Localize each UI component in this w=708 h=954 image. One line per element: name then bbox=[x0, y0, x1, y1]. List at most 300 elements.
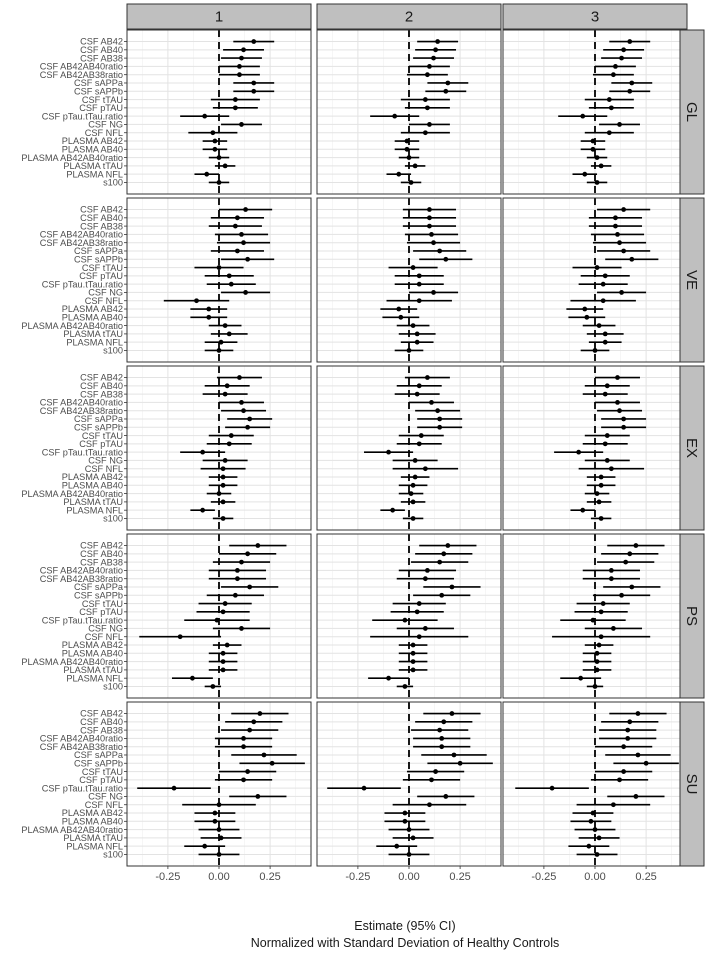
category-label: PLASMA AB42 bbox=[61, 304, 123, 315]
estimate-point bbox=[235, 576, 240, 581]
estimate-point bbox=[603, 331, 608, 336]
estimate-point bbox=[621, 249, 626, 254]
panel-PS-3 bbox=[503, 534, 687, 698]
category-label: PLASMA AB42AB40ratio bbox=[21, 320, 123, 331]
estimate-point bbox=[241, 777, 246, 782]
estimate-point bbox=[239, 122, 244, 127]
category-label: CSF pTAU bbox=[79, 775, 123, 786]
estimate-point bbox=[178, 634, 183, 639]
estimate-point bbox=[423, 576, 428, 581]
estimate-point bbox=[362, 786, 367, 791]
estimate-point bbox=[255, 543, 260, 548]
estimate-point bbox=[411, 483, 416, 488]
estimate-point bbox=[437, 425, 442, 430]
estimate-point bbox=[237, 375, 242, 380]
category-label: PLASMA NFL bbox=[66, 841, 123, 852]
category-label: CSF AB42 bbox=[80, 36, 123, 47]
estimate-point bbox=[625, 736, 630, 741]
estimate-point bbox=[578, 676, 583, 681]
estimate-point bbox=[629, 585, 634, 590]
category-label: CSF AB40 bbox=[80, 213, 123, 224]
estimate-point bbox=[621, 425, 626, 430]
x-tick-label: 0.00 bbox=[208, 871, 230, 883]
estimate-point bbox=[417, 441, 422, 446]
estimate-point bbox=[625, 728, 630, 733]
estimate-point bbox=[591, 811, 596, 816]
estimate-point bbox=[437, 249, 442, 254]
category-label: CSF AB42AB40ratio bbox=[39, 565, 123, 576]
estimate-point bbox=[221, 466, 226, 471]
category-label: s100 bbox=[103, 177, 123, 188]
estimate-point bbox=[611, 626, 616, 631]
panel-EX-3 bbox=[503, 366, 687, 530]
category-label: CSF AB42AB38ratio bbox=[39, 405, 123, 416]
estimate-point bbox=[425, 72, 430, 77]
estimate-point bbox=[255, 794, 260, 799]
estimate-point bbox=[235, 568, 240, 573]
estimate-point bbox=[247, 728, 252, 733]
category-label: PLASMA AB42AB40ratio bbox=[21, 152, 123, 163]
estimate-point bbox=[607, 97, 612, 102]
estimate-point bbox=[202, 114, 207, 119]
estimate-point bbox=[613, 224, 618, 229]
x-tick-label: 0.00 bbox=[584, 871, 606, 883]
estimate-point bbox=[221, 651, 226, 656]
category-label: CSF AB38 bbox=[80, 389, 123, 400]
estimate-point bbox=[431, 290, 436, 295]
estimate-point bbox=[243, 207, 248, 212]
panel-VE-2 bbox=[317, 198, 501, 362]
estimate-point bbox=[200, 450, 205, 455]
category-label: PLASMA AB40 bbox=[61, 480, 123, 491]
estimate-point bbox=[603, 392, 608, 397]
estimate-point bbox=[582, 172, 587, 177]
estimate-point bbox=[423, 130, 428, 135]
estimate-point bbox=[241, 744, 246, 749]
estimate-point bbox=[239, 56, 244, 61]
estimate-point bbox=[433, 769, 438, 774]
estimate-point bbox=[409, 491, 414, 496]
estimate-point bbox=[599, 516, 604, 521]
estimate-point bbox=[627, 39, 632, 44]
estimate-point bbox=[580, 508, 585, 513]
estimate-point bbox=[431, 240, 436, 245]
estimate-point bbox=[239, 560, 244, 565]
category-label: CSF NFL bbox=[84, 127, 123, 138]
category-label: s100 bbox=[103, 681, 123, 692]
estimate-point bbox=[219, 340, 224, 345]
panel-PS-1 bbox=[127, 534, 311, 698]
estimate-point bbox=[221, 516, 226, 521]
panel-VE-1 bbox=[127, 198, 311, 362]
category-label: PLASMA AB42AB40ratio bbox=[21, 824, 123, 835]
estimate-point bbox=[233, 593, 238, 598]
estimate-point bbox=[417, 298, 422, 303]
x-tick-label: -0.25 bbox=[155, 871, 181, 883]
estimate-point bbox=[223, 601, 228, 606]
estimate-point bbox=[443, 257, 448, 262]
estimate-point bbox=[233, 224, 238, 229]
row-strip-label: SU bbox=[683, 773, 700, 795]
estimate-point bbox=[621, 47, 626, 52]
estimate-point bbox=[423, 626, 428, 631]
estimate-point bbox=[413, 475, 418, 480]
estimate-point bbox=[435, 39, 440, 44]
estimate-point bbox=[595, 265, 600, 270]
estimate-point bbox=[172, 786, 177, 791]
panel-GL-3 bbox=[503, 30, 687, 194]
category-label: CSF AB42 bbox=[80, 204, 123, 215]
estimate-point bbox=[229, 282, 234, 287]
estimate-point bbox=[586, 844, 591, 849]
category-label: CSF AB42AB38ratio bbox=[39, 741, 123, 752]
estimate-point bbox=[603, 340, 608, 345]
category-label: PLASMA NFL bbox=[66, 673, 123, 684]
estimate-point bbox=[405, 147, 410, 152]
estimate-point bbox=[415, 331, 420, 336]
estimate-point bbox=[629, 81, 634, 86]
estimate-point bbox=[407, 827, 412, 832]
estimate-point bbox=[415, 392, 420, 397]
estimate-point bbox=[417, 601, 422, 606]
category-label: CSF AB42 bbox=[80, 708, 123, 719]
estimate-point bbox=[200, 508, 205, 513]
estimate-point bbox=[217, 348, 222, 353]
estimate-point bbox=[219, 835, 224, 840]
panel-VE-3 bbox=[503, 198, 687, 362]
estimate-point bbox=[439, 744, 444, 749]
estimate-point bbox=[443, 89, 448, 94]
estimate-point bbox=[390, 508, 395, 513]
estimate-point bbox=[217, 265, 222, 270]
panel-SU-1 bbox=[127, 702, 311, 866]
category-label: CSF AB42AB38ratio bbox=[39, 69, 123, 80]
estimate-point bbox=[423, 466, 428, 471]
category-label: PLASMA AB40 bbox=[61, 648, 123, 659]
estimate-point bbox=[425, 375, 430, 380]
panel-EX-1 bbox=[127, 366, 311, 530]
estimate-point bbox=[396, 307, 401, 312]
category-label: CSF NFL bbox=[84, 295, 123, 306]
estimate-point bbox=[633, 794, 638, 799]
estimate-point bbox=[241, 736, 246, 741]
panel-EX-2 bbox=[317, 366, 501, 530]
category-label: CSF NFL bbox=[84, 463, 123, 474]
estimate-point bbox=[601, 298, 606, 303]
estimate-point bbox=[247, 585, 252, 590]
category-label: CSF pTau.tTau.ratio bbox=[41, 615, 123, 626]
estimate-point bbox=[425, 105, 430, 110]
category-label: CSF AB40 bbox=[80, 381, 123, 392]
estimate-point bbox=[593, 684, 598, 689]
estimate-point bbox=[619, 593, 624, 598]
estimate-point bbox=[441, 551, 446, 556]
estimate-point bbox=[617, 240, 622, 245]
estimate-point bbox=[225, 383, 230, 388]
estimate-point bbox=[221, 667, 226, 672]
estimate-point bbox=[597, 643, 602, 648]
estimate-point bbox=[394, 844, 399, 849]
category-label: s100 bbox=[103, 345, 123, 356]
estimate-point bbox=[403, 618, 408, 623]
estimate-point bbox=[441, 719, 446, 724]
category-label: PLASMA AB42 bbox=[61, 136, 123, 147]
estimate-point bbox=[223, 163, 228, 168]
estimate-point bbox=[599, 634, 604, 639]
category-label: CSF AB40 bbox=[80, 549, 123, 560]
estimate-point bbox=[584, 315, 589, 320]
estimate-point bbox=[413, 163, 418, 168]
estimate-point bbox=[576, 450, 581, 455]
category-label: CSF pTAU bbox=[79, 439, 123, 450]
estimate-point bbox=[582, 307, 587, 312]
estimate-point bbox=[435, 408, 440, 413]
estimate-point bbox=[611, 72, 616, 77]
estimate-point bbox=[644, 761, 649, 766]
category-label: PLASMA AB42 bbox=[61, 472, 123, 483]
estimate-point bbox=[221, 609, 226, 614]
category-label: CSF NG bbox=[88, 791, 123, 802]
panel-GL-1 bbox=[127, 30, 311, 194]
row-strip-label: PS bbox=[683, 605, 700, 627]
estimate-point bbox=[617, 122, 622, 127]
estimate-point bbox=[206, 307, 211, 312]
estimate-point bbox=[627, 89, 632, 94]
estimate-point bbox=[427, 122, 432, 127]
category-label: PLASMA tTAU bbox=[63, 665, 123, 676]
estimate-point bbox=[427, 224, 432, 229]
estimate-point bbox=[413, 458, 418, 463]
estimate-point bbox=[595, 659, 600, 664]
estimate-point bbox=[415, 609, 420, 614]
estimate-point bbox=[450, 585, 455, 590]
estimate-point bbox=[233, 105, 238, 110]
estimate-point bbox=[403, 684, 408, 689]
estimate-point bbox=[439, 593, 444, 598]
estimate-point bbox=[605, 433, 610, 438]
estimate-point bbox=[405, 139, 410, 144]
estimate-point bbox=[613, 215, 618, 220]
category-label: CSF AB42AB40ratio bbox=[39, 229, 123, 240]
estimate-point bbox=[458, 761, 463, 766]
estimate-point bbox=[437, 728, 442, 733]
category-label: CSF AB42 bbox=[80, 372, 123, 383]
category-label: CSF sAPPa bbox=[73, 582, 123, 593]
estimate-point bbox=[392, 114, 397, 119]
estimate-point bbox=[194, 298, 199, 303]
estimate-point bbox=[593, 348, 598, 353]
x-tick-label: 0.25 bbox=[449, 871, 471, 883]
estimate-point bbox=[445, 543, 450, 548]
estimate-point bbox=[627, 551, 632, 556]
x-tick-label: -0.25 bbox=[531, 871, 557, 883]
category-label: CSF tTAU bbox=[81, 430, 123, 441]
estimate-point bbox=[439, 736, 444, 741]
estimate-point bbox=[409, 180, 414, 185]
estimate-point bbox=[217, 852, 222, 857]
estimate-point bbox=[619, 56, 624, 61]
estimate-point bbox=[599, 483, 604, 488]
category-label: CSF AB40 bbox=[80, 717, 123, 728]
estimate-point bbox=[206, 315, 211, 320]
category-label: PLASMA AB42 bbox=[61, 808, 123, 819]
estimate-point bbox=[550, 786, 555, 791]
x-axis-title: Estimate (95% CI) bbox=[354, 919, 456, 933]
category-label: CSF AB42AB38ratio bbox=[39, 237, 123, 248]
category-label: CSF AB42 bbox=[80, 540, 123, 551]
estimate-point bbox=[597, 323, 602, 328]
estimate-point bbox=[595, 180, 600, 185]
estimate-point bbox=[262, 753, 267, 758]
category-label: PLASMA AB42 bbox=[61, 640, 123, 651]
estimate-point bbox=[270, 761, 275, 766]
x-tick-label: 0.00 bbox=[398, 871, 420, 883]
estimate-point bbox=[237, 72, 242, 77]
category-label: CSF sAPPb bbox=[73, 254, 123, 265]
category-label: CSF NG bbox=[88, 119, 123, 130]
estimate-point bbox=[595, 667, 600, 672]
category-label: CSF AB38 bbox=[80, 557, 123, 568]
estimate-point bbox=[221, 483, 226, 488]
estimate-point bbox=[609, 576, 614, 581]
estimate-point bbox=[239, 626, 244, 631]
estimate-point bbox=[411, 659, 416, 664]
estimate-point bbox=[595, 852, 600, 857]
estimate-point bbox=[217, 827, 222, 832]
category-label: CSF AB38 bbox=[80, 53, 123, 64]
category-label: PLASMA tTAU bbox=[63, 329, 123, 340]
estimate-point bbox=[386, 450, 391, 455]
category-label: CSF AB38 bbox=[80, 725, 123, 736]
estimate-point bbox=[593, 827, 598, 832]
estimate-point bbox=[615, 375, 620, 380]
estimate-point bbox=[411, 516, 416, 521]
category-label: CSF NFL bbox=[84, 631, 123, 642]
estimate-point bbox=[595, 155, 600, 160]
category-label: CSF sAPPb bbox=[73, 758, 123, 769]
estimate-point bbox=[233, 97, 238, 102]
estimate-point bbox=[633, 543, 638, 548]
estimate-point bbox=[603, 273, 608, 278]
estimate-point bbox=[213, 147, 218, 152]
estimate-point bbox=[217, 802, 222, 807]
estimate-point bbox=[215, 618, 220, 623]
estimate-point bbox=[617, 408, 622, 413]
estimate-point bbox=[443, 794, 448, 799]
panels-layer bbox=[127, 30, 687, 866]
estimate-point bbox=[417, 282, 422, 287]
estimate-point bbox=[411, 265, 416, 270]
estimate-point bbox=[599, 163, 604, 168]
estimate-point bbox=[243, 290, 248, 295]
category-label: CSF tTAU bbox=[81, 94, 123, 105]
category-label: CSF NG bbox=[88, 455, 123, 466]
panel-GL-2 bbox=[317, 30, 501, 194]
panel-SU-3 bbox=[503, 702, 687, 866]
category-label: CSF NG bbox=[88, 287, 123, 298]
category-label: s100 bbox=[103, 849, 123, 860]
estimate-point bbox=[257, 711, 262, 716]
estimate-point bbox=[417, 273, 422, 278]
x-tick-label: -0.25 bbox=[345, 871, 371, 883]
estimate-point bbox=[591, 139, 596, 144]
estimate-point bbox=[621, 769, 626, 774]
estimate-point bbox=[245, 257, 250, 262]
category-label: CSF sAPPa bbox=[73, 78, 123, 89]
estimate-point bbox=[417, 383, 422, 388]
estimate-point bbox=[251, 89, 256, 94]
estimate-point bbox=[431, 56, 436, 61]
row-strip-label: VE bbox=[683, 269, 700, 291]
estimate-point bbox=[427, 64, 432, 69]
estimate-point bbox=[411, 651, 416, 656]
category-label: CSF tTAU bbox=[81, 766, 123, 777]
estimate-point bbox=[403, 819, 408, 824]
estimate-point bbox=[437, 560, 442, 565]
estimate-point bbox=[229, 433, 234, 438]
estimate-point bbox=[225, 643, 230, 648]
estimate-point bbox=[221, 475, 226, 480]
estimate-point bbox=[423, 97, 428, 102]
estimate-point bbox=[609, 466, 614, 471]
estimate-point bbox=[245, 425, 250, 430]
estimate-point bbox=[595, 651, 600, 656]
estimate-point bbox=[223, 392, 228, 397]
estimate-point bbox=[615, 400, 620, 405]
estimate-point bbox=[251, 719, 256, 724]
category-label: CSF pTAU bbox=[79, 271, 123, 282]
estimate-point bbox=[599, 609, 604, 614]
estimate-point bbox=[223, 458, 228, 463]
column-strip-label: 1 bbox=[214, 8, 224, 26]
estimate-point bbox=[227, 441, 232, 446]
estimate-point bbox=[221, 659, 226, 664]
category-label: CSF tTAU bbox=[81, 598, 123, 609]
x-axis-subtitle: Normalized with Standard Deviation of Healthy Controls bbox=[250, 936, 560, 950]
category-label: CSF sAPPa bbox=[73, 750, 123, 761]
panel-SU-2 bbox=[317, 702, 501, 866]
category-label: CSF pTau.tTau.ratio bbox=[41, 447, 123, 458]
category-label: PLASMA AB42AB40ratio bbox=[21, 488, 123, 499]
estimate-point bbox=[239, 400, 244, 405]
estimate-point bbox=[589, 819, 594, 824]
estimate-point bbox=[605, 458, 610, 463]
estimate-point bbox=[213, 139, 218, 144]
estimate-point bbox=[429, 400, 434, 405]
estimate-point bbox=[227, 273, 232, 278]
estimate-point bbox=[591, 147, 596, 152]
row-strip-label: EX bbox=[683, 437, 700, 459]
estimate-point bbox=[605, 383, 610, 388]
estimate-point bbox=[609, 105, 614, 110]
category-label: PLASMA AB40 bbox=[61, 312, 123, 323]
estimate-point bbox=[386, 676, 391, 681]
category-label: PLASMA AB40 bbox=[61, 144, 123, 155]
estimate-point bbox=[415, 340, 420, 345]
category-label: CSF AB38 bbox=[80, 221, 123, 232]
estimate-point bbox=[433, 47, 438, 52]
row-strip-label: GL bbox=[683, 101, 700, 123]
estimate-point bbox=[437, 417, 442, 422]
estimate-point bbox=[580, 114, 585, 119]
estimate-point bbox=[227, 331, 232, 336]
estimate-point bbox=[239, 232, 244, 237]
estimate-point bbox=[202, 844, 207, 849]
estimate-point bbox=[599, 475, 604, 480]
estimate-point bbox=[613, 64, 618, 69]
estimate-point bbox=[636, 711, 641, 716]
estimate-point bbox=[609, 568, 614, 573]
